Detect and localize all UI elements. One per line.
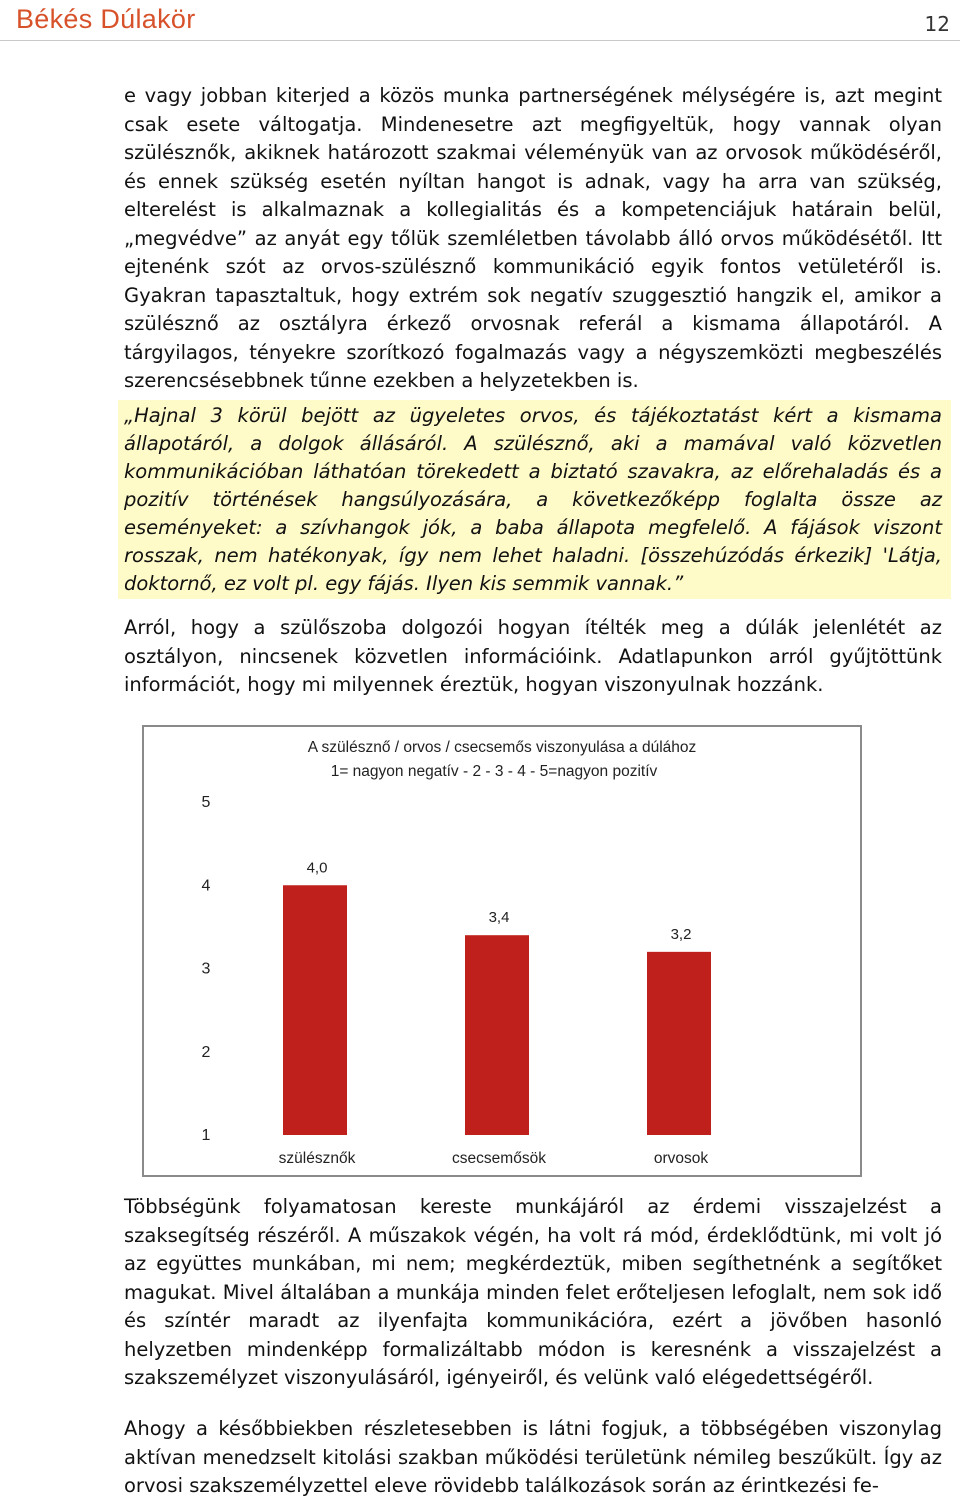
page-number: 12: [924, 12, 950, 36]
field-note-quote: „Hajnal 3 körül bejött az ügyeletes orvos, és tájékoztatást kért a kismama állapotáról, a dolgok állásáról. A szülésznő, aki a mamával való közvetlen kommunikációban láthatóan törekedett a biztató szavakra, az előrehaladás és a pozitív történések hangsúlyozására, a következőképp foglalta össze az eseményeket: a szívhangok jók, a baba állapota megfelelő. A fájások viszont rosszak, nem hatékonyak, így nem lehet haladni. [összehúzódás érkezik] 'Látja, doktornő, ez volt pl. egy fájás. Ilyen kis semmik vannak.”: [124, 404, 942, 595]
x-category-label: csecsemősök: [452, 1150, 546, 1167]
y-tick-label: 2: [201, 1043, 211, 1061]
y-tick-label: 3: [201, 960, 211, 978]
paragraph-continuation: Ahogy a későbbiekben részletesebben is látni fogjuk, a többségében viszonylag aktívan menedzselt kitolási szakban működési területünk némileg beszűkült. Így az orvosi szakszemélyzettel eleve rövidebb találkozások során az érintkezési fe-: [124, 1417, 942, 1497]
y-tick-label: 5: [201, 794, 211, 811]
bar-value-label: 3,2: [670, 925, 692, 943]
bar-1: [465, 935, 529, 1135]
y-tick-label: 4: [201, 877, 211, 895]
x-category-label: szülésznők: [278, 1150, 356, 1167]
paragraph-feedback: Többségünk folyamatosan kereste munkájáról az érdemi visszajelzést a szaksegítség részéről. A műszakok végén, ha volt rá mód, érdeklődtünk, mi volt jó az együttes munkában, mi nem; megkérdeztük, miben segíthetnénk a segítőket magukat. Mivel általában a munkája minden felet erőteljesen lefoglalt, nem sok idő és színtér maradt az ilyenfajta kommunikációra, ezért a jövőben hasonló helyzetben mindenképp formalizáltabb módon is keresnénk a visszajelzést a szakszemélyzet viszonyulásáról, igényeiről, és velünk való elégedettségéről.: [124, 1195, 942, 1389]
brand-logo: Békés Dúlakör: [16, 4, 196, 34]
y-tick-label: 1: [201, 1127, 211, 1144]
attitude-bar-chart: [142, 725, 862, 1177]
paragraph-chart-intro: Arról, hogy a szülőszoba dolgozói hogyan ítélték meg a dúlák jelenlétét az osztályon, nincsenek közvetlen információink. Adatlapunkon arról gyűjtöttünk információt, hogy mi milyennek éreztük, hogyan viszonyulnak hozzánk.: [124, 616, 942, 696]
x-category-label: orvosok: [653, 1150, 709, 1167]
bar-2: [647, 952, 711, 1135]
bar-0: [283, 885, 347, 1135]
chart-canvas: [144, 727, 860, 1175]
paragraph-intro: e vagy jobban kiterjed a közös munka partnerségének mélységére is, azt megint csak esete váltogatja. Mindenesetre azt megfigyeltük, hogy vannak olyan szülésznők, akiknek határozott szakmai véleményük van az orvosok működéséről, és ennek szükség esetén nyíltan hangot is adnak, vagy ha arra van szükség, elterelést is alkalmaznak a kollegialitás és a kompetenciájuk határain belül, „megvédve” az anyát egy tőlük szemléletben távolabb álló orvos működésétől. Itt ejtenénk szót az orvos-szülésznő kommunikáció egyik fontos vetületéről is. Gyakran tapasztaltuk, hogy extrém sok negatív szuggesztió hangzik el, amikor a szülésznő az osztályra érkező orvosnak referál a kismama állapotáról. A tárgyilagos, tényekre szorítkozó fogalmazás vagy a négyszemközti megbeszélés szerencsésebbnek tűnne ezekben a helyzetekben is.: [124, 84, 942, 392]
chart-subtitle: 1= nagyon negatív - 2 - 3 - 4 - 5=nagyon pozitív: [330, 763, 658, 780]
bar-value-label: 4,0: [306, 859, 328, 877]
page-header: [0, 0, 960, 40]
x-axis-labels: [279, 1150, 709, 1167]
bar-value-label: 3,4: [488, 909, 510, 927]
chart-title: A szülésznő / orvos / csecsemős viszonyulása a dúlához: [307, 739, 697, 756]
y-axis-ticks: [202, 794, 211, 1144]
header-divider: [0, 40, 960, 41]
chart-value-labels: [307, 859, 692, 943]
